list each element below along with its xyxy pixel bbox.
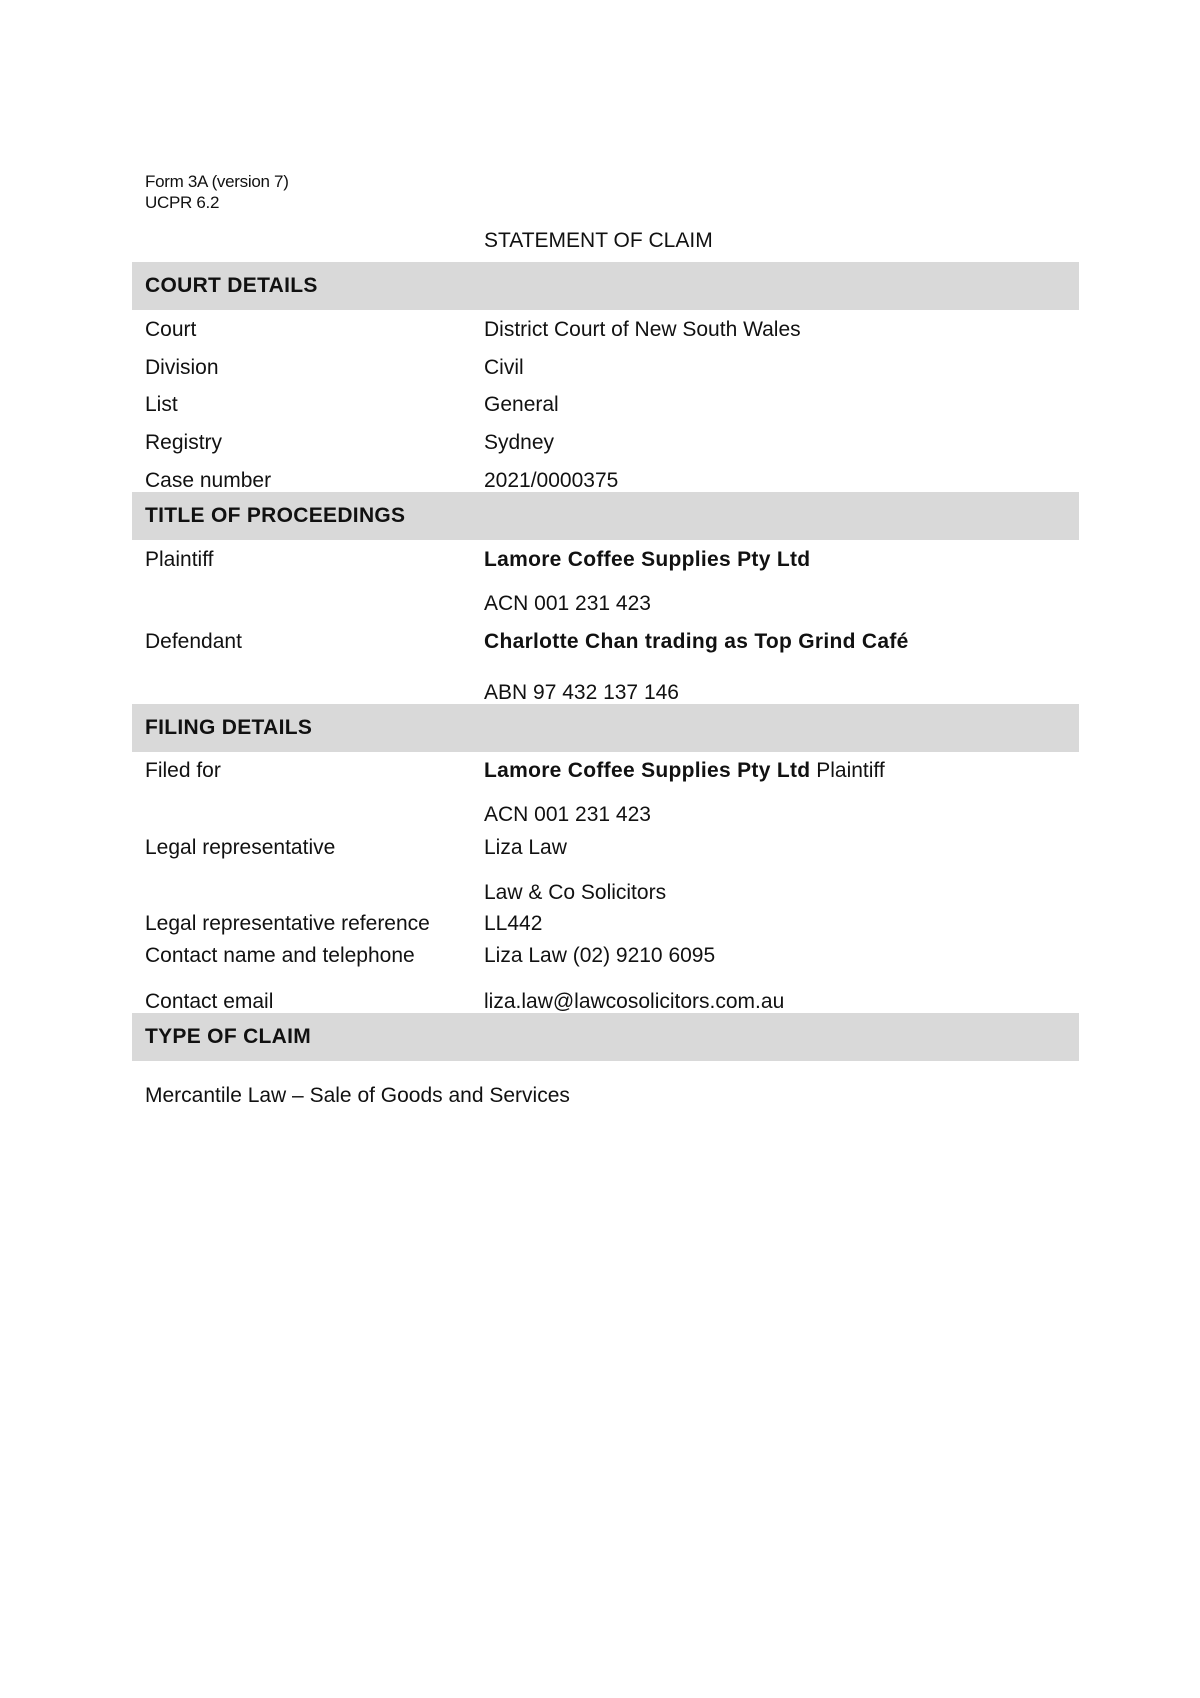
plaintiff-acn: ACN 001 231 423: [484, 592, 651, 615]
legal-representative-label: Legal representative: [145, 836, 336, 859]
defendant-label: Defendant: [145, 630, 242, 653]
filed-for-acn: ACN 001 231 423: [484, 803, 651, 826]
court-details-heading-bar: [132, 262, 1079, 310]
filed-for-value: [484, 758, 885, 784]
filing-details-heading-bar: [132, 704, 1079, 752]
court-value: District Court of New South Wales: [484, 318, 801, 341]
filed-for-role: Plaintiff: [816, 759, 885, 782]
court-details-heading: COURT DETAILS: [145, 274, 318, 297]
contact-email-value: liza.law@lawcosolicitors.com.au: [484, 990, 785, 1013]
defendant-name: Charlotte Chan trading as Top Grind Café: [484, 630, 909, 653]
defendant-abn: ABN 97 432 137 146: [484, 681, 679, 704]
type-of-claim-value: Mercantile Law – Sale of Goods and Services: [145, 1084, 570, 1107]
legal-representative-reference-label: Legal representative reference: [145, 912, 430, 935]
court-label: Court: [145, 318, 197, 341]
list-label: List: [145, 393, 178, 416]
case-number-label: Case number: [145, 469, 272, 492]
contact-email-label: Contact email: [145, 990, 274, 1013]
form-reference: [145, 171, 289, 213]
filed-for-name: Lamore Coffee Supplies Pty Ltd: [484, 759, 811, 782]
form-number: Form 3A (version 7): [145, 172, 289, 191]
document-title: STATEMENT OF CLAIM: [484, 229, 713, 252]
division-label: Division: [145, 356, 219, 379]
type-of-claim-heading-bar: [132, 1013, 1079, 1061]
filed-for-label: Filed for: [145, 759, 221, 782]
contact-value: Liza Law (02) 9210 6095: [484, 944, 716, 967]
plaintiff-label: Plaintiff: [145, 548, 214, 571]
title-of-proceedings-heading-bar: [132, 492, 1079, 540]
registry-label: Registry: [145, 431, 223, 454]
legal-representative-reference: LL442: [484, 912, 543, 935]
title-of-proceedings-heading: TITLE OF PROCEEDINGS: [145, 504, 406, 527]
registry-value: Sydney: [484, 431, 555, 454]
rule-reference: UCPR 6.2: [145, 193, 220, 212]
legal-representative-name: Liza Law: [484, 836, 567, 859]
contact-label: Contact name and telephone: [145, 944, 415, 967]
case-number-value: 2021/0000375: [484, 469, 619, 492]
list-value: General: [484, 393, 559, 416]
division-value: Civil: [484, 356, 524, 379]
type-of-claim-heading: TYPE OF CLAIM: [145, 1025, 312, 1048]
filing-details-heading: FILING DETAILS: [145, 716, 313, 739]
legal-representative-firm: Law & Co Solicitors: [484, 881, 667, 904]
plaintiff-name: Lamore Coffee Supplies Pty Ltd: [484, 548, 811, 571]
